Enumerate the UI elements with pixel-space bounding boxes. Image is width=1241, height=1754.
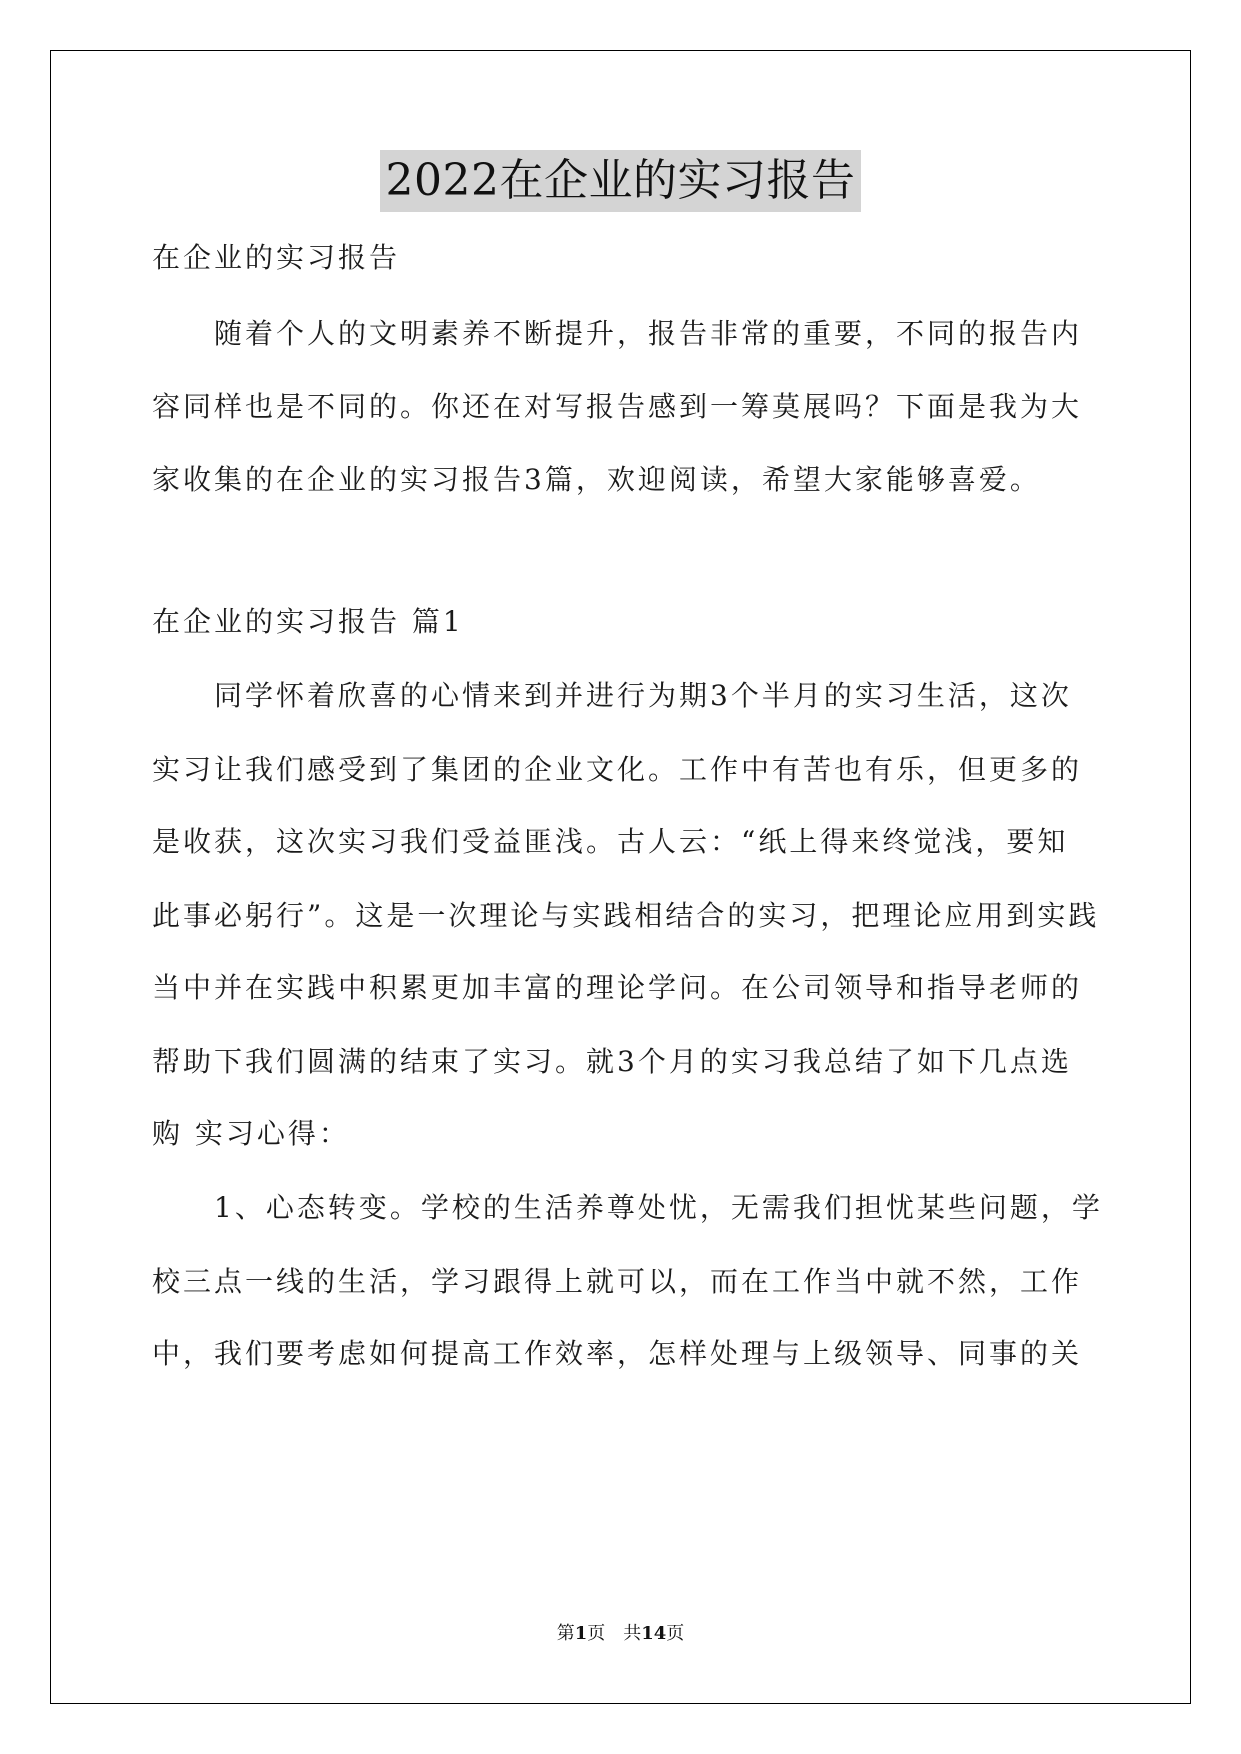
title-container — [0, 150, 1241, 212]
page-footer — [0, 1622, 1241, 1646]
paragraph-line: 购 实习心得： — [152, 1117, 350, 1150]
paragraph-line: 随着个人的文明素养不断提升，报告非常的重要，不同的报告内 — [214, 317, 1083, 350]
section-heading: 在企业的实习报告 篇1 — [152, 605, 464, 638]
paragraph-line: 容同样也是不同的。你还在对写报告感到一筹莫展吗？下面是我为大 — [152, 390, 1083, 423]
page-prefix: 第 — [556, 1623, 575, 1644]
total-page-number: 14 — [641, 1623, 667, 1644]
total-prefix: 共 — [623, 1623, 642, 1644]
paragraph-line: 帮助下我们圆满的结束了实习。就3个月的实习我总结了如下几点选 — [152, 1045, 1072, 1078]
paragraph-line: 同学怀着欣喜的心情来到并进行为期3个半月的实习生活，这次 — [214, 679, 1072, 712]
section-heading: 在企业的实习报告 — [152, 241, 401, 274]
paragraph-line: 是收获，这次实习我们受益匪浅。古人云：“纸上得来终觉浅，要知 — [152, 825, 1069, 858]
paragraph-line: 当中并在实践中积累更加丰富的理论学问。在公司领导和指导老师的 — [152, 971, 1083, 1004]
paragraph-line: 校三点一线的生活，学习跟得上就可以，而在工作当中就不然，工作 — [152, 1265, 1083, 1298]
page-border — [50, 50, 1191, 1704]
current-page-number: 1 — [574, 1623, 588, 1644]
paragraph-line: 1、心态转变。学校的生活养尊处忧，无需我们担忧某些问题，学 — [214, 1191, 1103, 1224]
paragraph-line: 实习让我们感受到了集团的企业文化。工作中有苦也有乐，但更多的 — [152, 753, 1083, 786]
page-unit: 页 — [587, 1623, 606, 1644]
total-unit: 页 — [666, 1623, 685, 1644]
document-title: 2022在企业的实习报告 — [380, 150, 862, 212]
paragraph-line: 家收集的在企业的实习报告3篇，欢迎阅读，希望大家能够喜爱。 — [152, 463, 1041, 496]
paragraph-line: 此事必躬行”。这是一次理论与实践相结合的实习，把理论应用到实践 — [152, 899, 1100, 932]
paragraph-line: 中，我们要考虑如何提高工作效率，怎样处理与上级领导、同事的关 — [152, 1337, 1083, 1370]
